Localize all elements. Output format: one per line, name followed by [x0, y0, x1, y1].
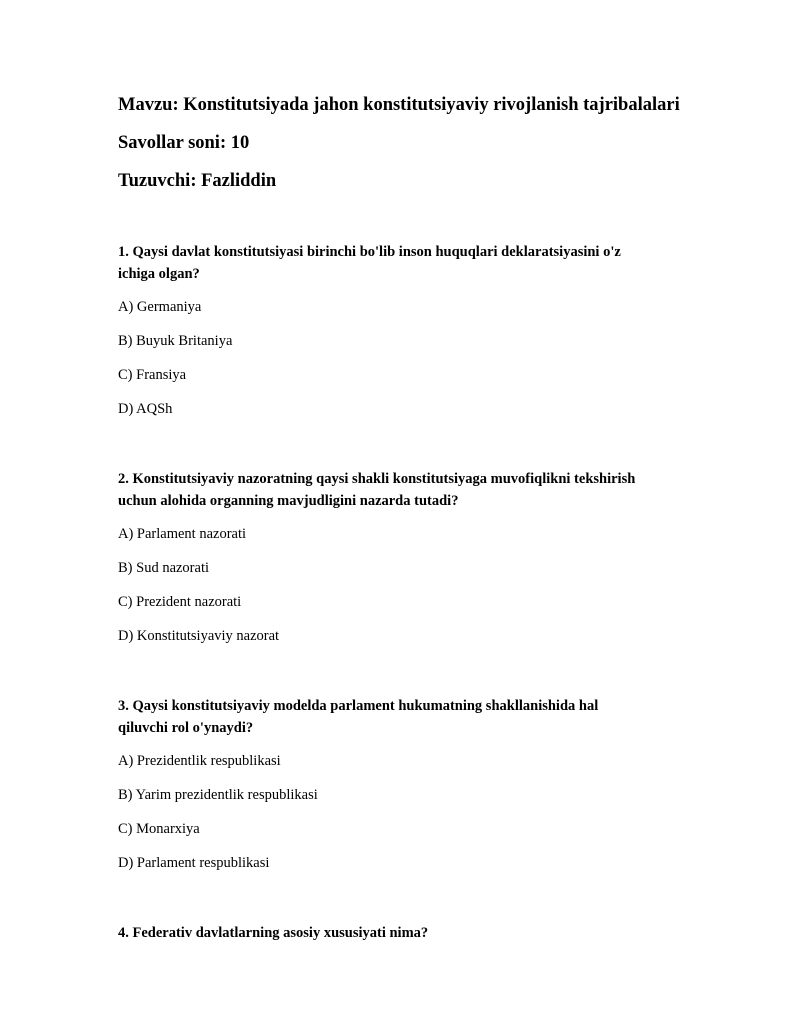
- question-text-line: 4. Federativ davlatlarning asosiy xususiyati nima?: [118, 925, 429, 941]
- answer-option: C) Fransiya: [118, 367, 187, 383]
- answer-option: B) Sud nazorati: [118, 560, 210, 576]
- document-header: [118, 93, 718, 193]
- question-count: Savollar soni: 10: [118, 133, 250, 153]
- answer-option: A) Germaniya: [118, 299, 202, 315]
- question-spacer: [118, 432, 718, 468]
- question-text: [118, 241, 718, 285]
- question-2: [118, 468, 718, 647]
- author-line: Tuzuvchi: Fazliddin: [118, 171, 277, 191]
- answer-option: C) Prezident nazorati: [118, 594, 242, 610]
- answer-option: B) Buyuk Britaniya: [118, 333, 233, 349]
- question-spacer: [118, 886, 718, 922]
- question-text: [118, 922, 718, 944]
- answer-option: B) Yarim prezidentlik respublikasi: [118, 787, 318, 803]
- question-text-line: qiluvchi rol o'ynaydi?: [118, 720, 254, 736]
- question-text-line: 3. Qaysi konstitutsiyaviy modelda parlament hukumatning shakllanishida hal: [118, 698, 599, 714]
- question-4: [118, 922, 718, 944]
- question-text: [118, 695, 718, 739]
- answer-option: D) Konstitutsiyaviy nazorat: [118, 628, 280, 644]
- document-content: [118, 93, 718, 955]
- question-text-line: 1. Qaysi davlat konstitutsiyasi birinchi bo'lib inson huquqlari deklaratsiyasini o'z: [118, 244, 621, 260]
- answer-option: C) Monarxiya: [118, 821, 200, 837]
- answer-option: D) Parlament respublikasi: [118, 855, 270, 871]
- question-text: [118, 468, 718, 512]
- question-spacer: [118, 659, 718, 695]
- answer-option: A) Parlament nazorati: [118, 526, 247, 542]
- question-text-line: 2. Konstitutsiyaviy nazoratning qaysi shakli konstitutsiyaga muvofiqlikni tekshirish: [118, 471, 636, 487]
- question-1: [118, 241, 718, 420]
- question-text-line: uchun alohida organning mavjudligini nazarda tutadi?: [118, 493, 459, 509]
- question-text-line: ichiga olgan?: [118, 266, 200, 282]
- answer-option: D) AQSh: [118, 401, 173, 417]
- answer-option: A) Prezidentlik respublikasi: [118, 753, 281, 769]
- topic-title: Mavzu: Konstitutsiyada jahon konstitutsiyaviy rivojlanish tajribalalari: [118, 95, 680, 115]
- question-3: [118, 695, 718, 874]
